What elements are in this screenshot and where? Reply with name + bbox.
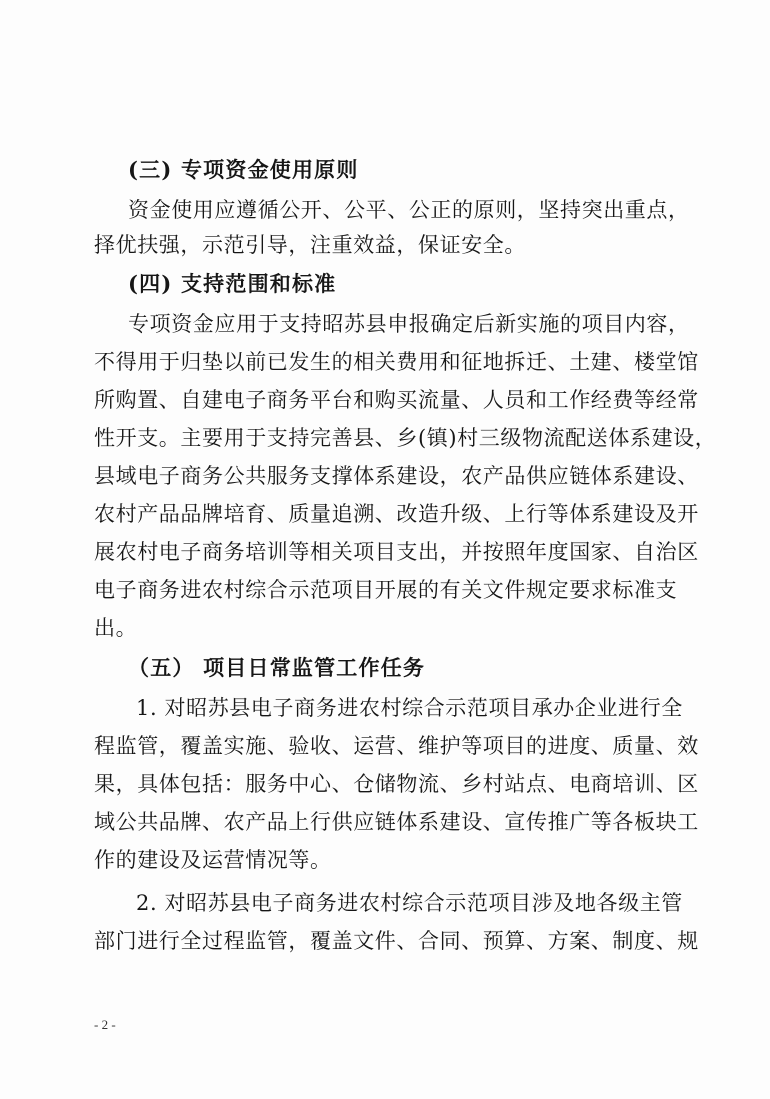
paragraph-line: 不得用于归垫以前已发生的相关费用和征地拆迁、土建、楼堂馆 — [94, 350, 699, 374]
paragraph-line: 作的建设及运营情况等。 — [94, 848, 332, 872]
paragraph-line: 择优扶强，示范引导，注重效益，保证安全。 — [94, 233, 526, 257]
section-heading-5: （五） 项目日常监管工作任务 — [128, 655, 426, 680]
paragraph-line: 域公共品牌、农产品上行供应链体系建设、宣传推广等各板块工 — [94, 810, 699, 834]
paragraph-line: 果，具体包括：服务中心、仓储物流、乡村站点、电商培训、区 — [94, 772, 699, 796]
paragraph-line: 资金使用应遵循公开、公平、公正的原则，坚持突出重点， — [128, 198, 690, 222]
paragraph-line: 性开支。主要用于支持完善县、乡(镇)村三级物流配送体系建设， — [94, 426, 717, 450]
paragraph-line: 专项资金应用于支持昭苏县申报确定后新实施的项目内容， — [128, 312, 690, 336]
page-number: - 2 - — [94, 1017, 116, 1032]
paragraph-line: 1. 对昭苏县电子商务进农村综合示范项目承办企业进行全 — [136, 696, 683, 720]
section-heading-3: (三) 专项资金使用原则 — [128, 157, 359, 182]
paragraph-line: 程监管，覆盖实施、验收、运营、维护等项目的进度、质量、效 — [94, 734, 699, 758]
paragraph-line: 出。 — [94, 616, 138, 640]
paragraph-line: 部门进行全过程监管，覆盖文件、合同、预算、方案、制度、规 — [94, 929, 699, 953]
paragraph-line: 农村产品品牌培育、质量追溯、改造升级、上行等体系建设及开 — [94, 502, 699, 526]
paragraph-line: 所购置、自建电子商务平台和购买流量、人员和工作经费等经常 — [94, 388, 699, 412]
section-heading-4: (四) 支持范围和标准 — [128, 271, 337, 296]
paragraph-line: 县域电子商务公共服务支撑体系建设，农产品供应链体系建设、 — [94, 464, 699, 488]
paragraph-line: 2. 对昭苏县电子商务进农村综合示范项目涉及地各级主管 — [136, 891, 683, 915]
paragraph-line: 电子商务进农村综合示范项目开展的有关文件规定要求标准支 — [94, 578, 678, 602]
paragraph-line: 展农村电子商务培训等相关项目支出，并按照年度国家、自治区 — [94, 540, 699, 564]
